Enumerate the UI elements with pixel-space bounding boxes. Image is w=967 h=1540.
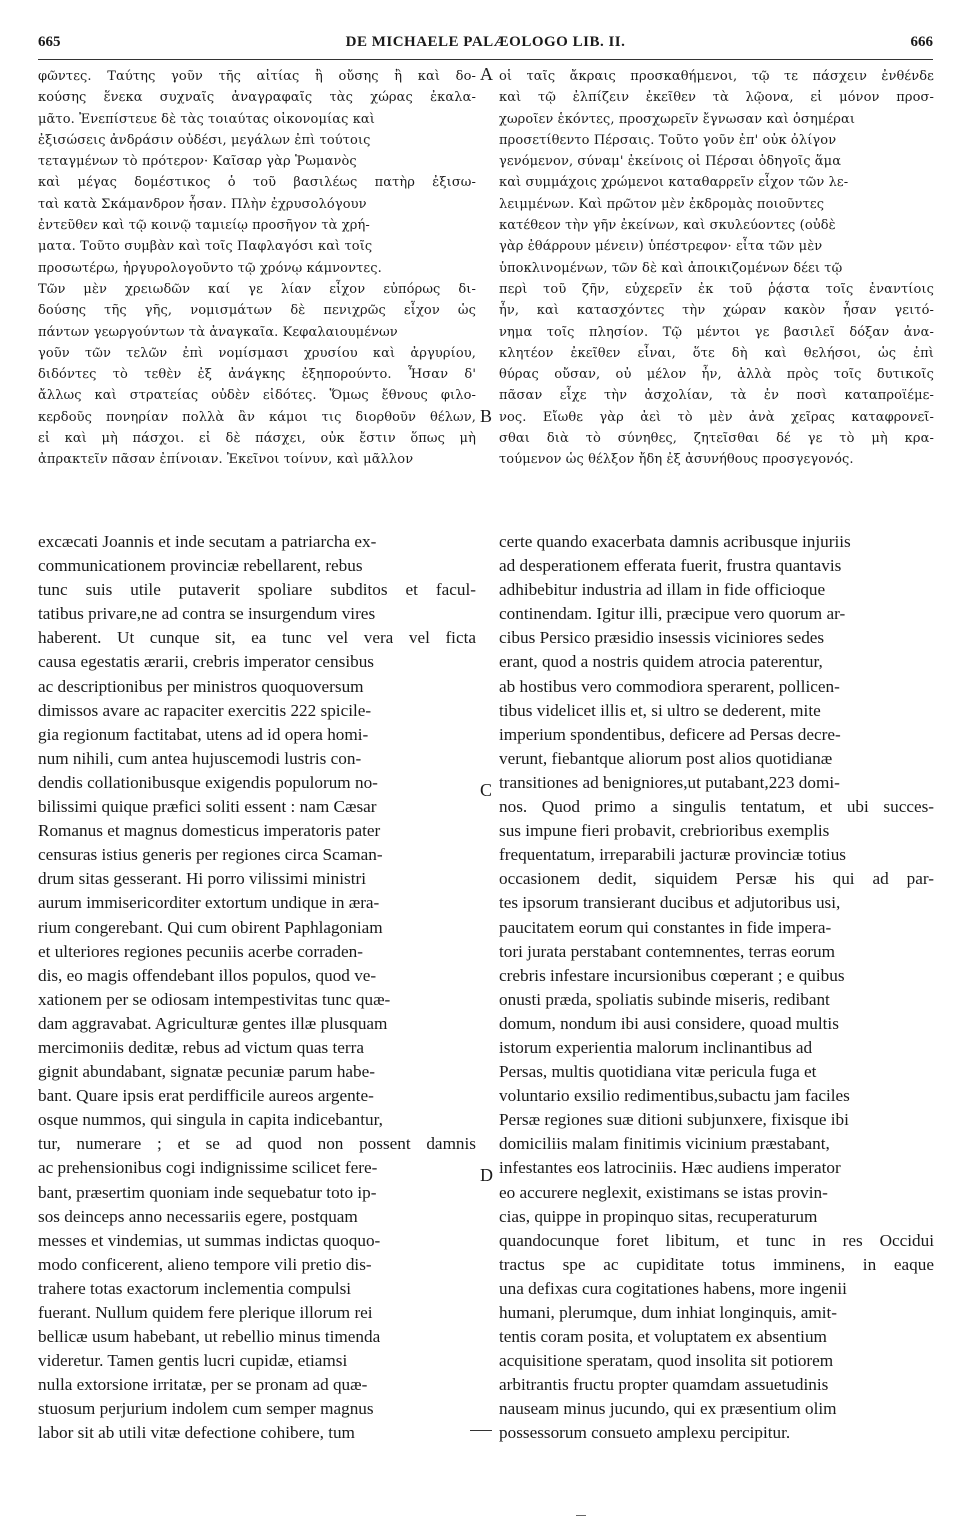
text-line: νος. Εἴωθε γὰρ ἀεὶ τὸ μὲν ἀνὰ χεῖρας καταφρονεῖ- xyxy=(499,409,934,425)
text-line: xationem per se odiosam intempestivitas tunc quæ- xyxy=(38,989,391,1009)
text-line: domum, nondum ibi ausi considere, quoad multis xyxy=(499,1013,839,1033)
margin-marker-a: A xyxy=(480,64,493,84)
text-line: χωροῖεν ἑκόντες, προσχωρεῖν ἔγνωσαν καὶ ὁσημέραι xyxy=(499,111,856,127)
footer-mark xyxy=(576,1515,586,1516)
text-line: οἱ ταῖς ἄκραις προσκαθήμενοι, τῷ τε πάσχειν ἐνθένδε xyxy=(499,69,934,84)
text-line: tractus spe ac cupiditate totus imminens, in eaque xyxy=(499,1254,934,1274)
text-line: ματα. Τοῦτο συμβὰν καὶ τοῖς Παφλαγόσι καὶ τοῖς xyxy=(38,239,373,255)
text-line: labor sit ab utili vitæ defectione cohibere, tum xyxy=(38,1423,355,1443)
text-line: gignit abundabant, signatæ pecuniæ parum habe- xyxy=(38,1062,375,1082)
text-line: cibus Persico præsidio insessis viciniores sedes xyxy=(499,628,825,648)
text-line: τεταγμένων τὸ πρότερον· Καῖσαρ γὰρ Ῥωμανὸς xyxy=(38,154,357,170)
text-line: certe quando exacerbata damnis acribusque injuriis xyxy=(499,532,851,551)
latin-column-right xyxy=(499,530,934,1446)
text-line: cias, quippe in propinquo sitas, recuperaturum xyxy=(499,1206,818,1226)
text-line: ab hostibus vero commodiora sperarent, pollicen- xyxy=(499,676,840,696)
text-line: κατέθεον τὴν γῆν ἐκείνων, καὶ σκυλεύοντες (οὐδὲ xyxy=(499,218,836,234)
text-line: bellicæ usum habebant, ut rebellio minus timenda xyxy=(38,1327,381,1347)
text-line: acquisitione speratam, quod insolita sit potiorem xyxy=(499,1351,834,1371)
text-line: θύρας οὔσαν, οὐ μέλον ἦν, ἀλλὰ πρὸς τοῖς δυτικοῖς xyxy=(499,367,934,383)
text-line: nauseam minus jucundo, qui ex præsentium olim xyxy=(499,1399,837,1419)
latin-column-left xyxy=(38,530,476,1446)
greek-column-right xyxy=(499,66,934,471)
text-line: κλητέον ἐκεῖθεν εἶναι, ὅτε δὴ καὶ θελήσοι, ὡς ἐπὶ xyxy=(499,345,934,361)
text-line: φῶντες. Ταύτης γοῦν τῆς αἰτίας ἢ οὔσης ἢ καὶ δο- xyxy=(38,69,476,84)
text-line: istorum experientia malorum inclinantibus ad xyxy=(499,1037,813,1057)
text-line: ἀπρακτεῖν πᾶσαν ἐπίνοιαν. Ἐκεῖνοι τοίνυν, καὶ μᾶλλον xyxy=(38,452,414,468)
text-line: dis, eo magis offendebant illos populos, quod ve- xyxy=(38,965,377,985)
text-line: bant. Quare ipsis erat perdifficile aureos argente- xyxy=(38,1086,374,1106)
text-line: infestantes eos latrociniis. Hæc audiens imperator xyxy=(499,1158,841,1178)
text-line: transitiones ad benigniores,ut putabant,223 domi- xyxy=(499,772,840,792)
text-line: Persæ regiones suæ ditioni subjunxere, fixisque ibi xyxy=(499,1110,849,1130)
text-line: excæcati Joannis et inde secutam a patriarcha ex- xyxy=(38,532,377,551)
margin-marker-d: D xyxy=(480,1165,493,1185)
text-line: γοῦν τῶν τελῶν ἐπὶ νομίσμασι χρυσίου καὶ ἀργυρίου, xyxy=(38,345,476,361)
text-line: continendam. Igitur illi, præcipue vero quorum ar- xyxy=(499,604,846,624)
text-line: bant, præsertim quoniam inde sequebatur toto ip- xyxy=(38,1182,377,1202)
text-line: tori jurata perstabant contemnentes, terras eorum xyxy=(499,941,835,961)
text-line: καὶ τῷ ἐλπίζειν ἐκεῖθεν τὰ λῷονα, εἰ μόνον προσ- xyxy=(499,90,934,106)
text-line: λειμμένων. Καὶ πρῶτον μὲν ἐκδρομὰς ποιοῦντες xyxy=(499,196,825,212)
text-line: stuosum perjurium indolem cum semper magnus xyxy=(38,1399,374,1419)
text-line: osque nummos, qui singula in capita indicebantur, xyxy=(38,1110,383,1130)
text-line: τούμενον ὡς θέλξον ἤδη ἐξ ἀσυνήθους προσγεγονός. xyxy=(499,452,854,468)
text-line: μᾶτο. Ἐνεπίστευε δὲ τὰς τοιαύτας οἰκονομίας καὶ xyxy=(38,111,375,127)
text-line: bilissimi quique præfici soliti essent : nam Cæsar xyxy=(38,797,377,817)
text-line: messes et vindemias, ut summas indictas quoquo- xyxy=(38,1230,381,1250)
text-line: πάντων γεωργούντων τὰ ἀναγκαῖα. Κεφαλαιουμένων xyxy=(38,324,398,340)
text-line: γενόμενον, σύναμ' ἐκείνοις οἱ Πέρσαι ὁδηγοῖς ἅμα xyxy=(499,154,842,170)
text-line: quandocunque foret libitum, et tunc in res Occidui xyxy=(499,1230,934,1250)
text-line: ἦν, καὶ κατασχόντες τὴν χώραν κακὸν ἦσαν γειτό- xyxy=(499,303,934,319)
text-line: voluntario exsilio redimentibus,subactu jam faciles xyxy=(499,1086,850,1106)
text-line: dam aggravabat. Agriculturæ gentes illæ plusquam xyxy=(38,1013,388,1033)
text-line: drum sitas gesserant. Hi porro vilissimi ministri xyxy=(38,869,366,889)
text-line: frequentatum, irreparabili jacturæ provinciæ totius xyxy=(499,845,846,865)
text-line: ac prehensionibus cogi indignissime scilicet fere- xyxy=(38,1158,378,1178)
text-line: ἐξισώσεις ἀνδράσιν οὐδέσι, μεγάλων ἐπὶ τούτοις xyxy=(38,132,371,148)
text-line: κούσης ἕνεκα συχναῖς ἀναγραφαῖς τὰς χώρας ἐκαλα- xyxy=(38,90,476,106)
text-line: humani, plerumque, dum inhiat longinquis, amit- xyxy=(499,1303,837,1322)
text-line: πᾶσαν εἶχε τὴν ἀσχολίαν, τὰ ἐν ποσὶ καταπροϊέμε- xyxy=(499,388,934,404)
text-line: mercimoniis deditæ, rebus ad victum quas terra xyxy=(38,1037,365,1057)
text-line: ὑποκλινομένων, τῶν δὲ καὶ ἀποικιζομένων δέει τῷ xyxy=(499,260,843,276)
text-line: ταὶ κατὰ Σκάμανδρον ἦσαν. Πλὴν ἐχρυσολόγουν xyxy=(38,196,367,212)
text-line: tentis coram posita, et voluptatem ex absentium xyxy=(499,1327,827,1347)
text-line: Romanus et magnus domesticus imperatoris pater xyxy=(38,821,381,841)
text-line: δούσης τῆς γῆς, νομισμάτων δὲ πενιχρῶς εἶχον ὡς xyxy=(38,303,476,319)
text-line: ad desperationem efferata fuerit, frustra quantavis xyxy=(499,556,842,576)
text-line: dimissos avare ac rapaciter exercitis 222 spicile- xyxy=(38,700,372,720)
text-line: προσετίθεντο Πέρσαις. Τοῦτο γοῦν ἐπ' οὐκ ὀλίγον xyxy=(499,132,837,148)
text-line: nulla extorsione irritatæ, per se pronam ad quæ- xyxy=(38,1375,368,1395)
text-line: censuras istius generis per regiones circa Scaman- xyxy=(38,845,383,865)
text-line: σθαι διὰ τὸ σύνηθες, ζητεῖσθαι δέ γε τὸ μὴ κρα- xyxy=(499,431,934,447)
text-line: onusti præda, spoliatis subinde miseris, redibant xyxy=(499,989,830,1009)
text-line: modo conficerent, alieno tempore vili pretio dis- xyxy=(38,1254,372,1274)
text-line: trahere totas exactorum inclementia compulsi xyxy=(38,1278,352,1298)
text-line: ac descriptionibus per ministros quoquoversum xyxy=(38,676,364,696)
text-line: νημα τοῖς πλησίον. Τῷ μέντοι γε βασιλεῖ δόξαν ἀνα- xyxy=(499,324,934,340)
page-number-left: 665 xyxy=(38,34,61,50)
text-line: gia regionum factitabat, utens ad id opera homi- xyxy=(38,724,369,744)
text-line: eo accurere neglexit, existimans se istas provin- xyxy=(499,1182,828,1202)
text-line: paucitatem eorum qui constantes in fide impera- xyxy=(499,917,832,937)
text-line: sus impune fieri probavit, crebrioribus exemplis xyxy=(499,821,830,841)
text-line: ἄλλως καὶ στρατείας οὐδὲν εἰδότες. Ὅμως ἔθνους φιλο- xyxy=(38,388,476,404)
text-line: crebris infestare incursionibus cœperant ; e quibus xyxy=(499,965,845,985)
text-line: una defixas cura cogitationes habens, more ingenii xyxy=(499,1278,847,1298)
text-line: tur, numerare ; et se ad quod non possent damnis xyxy=(38,1134,476,1154)
text-line: προσωτέρω, ἠργυρολογοῦντο τῷ χρόνῳ κάμνοντες. xyxy=(38,260,382,276)
header-rule xyxy=(38,59,933,60)
text-line: rium congerebant. Qui cum obirent Paphlagoniam xyxy=(38,917,383,937)
text-line: γὰρ ἐθάρρουν μένειν) ὑπέστρεφον· εἶτα τῶν μὲν xyxy=(499,239,823,255)
margin-marker-b: B xyxy=(480,406,493,426)
running-header xyxy=(38,34,933,58)
text-line: arbitrantis fructu propter quamdam assuetudinis xyxy=(499,1375,829,1395)
text-line: et ulteriores regiones pecuniis acerbe corraden- xyxy=(38,941,363,961)
text-line: καὶ μέγας δομέστικος ὁ τοῦ βασιλέως πατὴρ ἐξισω- xyxy=(38,175,476,191)
text-line: imperium spondentibus, deficere ad Persas decre- xyxy=(499,724,841,744)
text-line: haberent. Ut cunque sit, ea tunc vel vera vel ficta xyxy=(38,628,476,648)
page-number-right: 666 xyxy=(910,34,933,50)
text-line: nos. Quod primo a singulis tentatum, et ubi succes- xyxy=(499,797,934,817)
text-line: causa egestatis ærarii, crebris imperator censibus xyxy=(38,652,374,672)
margin-marker-c: C xyxy=(480,780,493,800)
greek-column-left xyxy=(38,66,476,471)
text-line: sos deinceps anno necessariis egere, postquam xyxy=(38,1206,358,1226)
text-line: possessorum consueto amplexu percipitur. xyxy=(499,1423,791,1443)
text-line: διδόντες τὸ τεθὲν ἐξ ἀνάγκης ἐξηπορούντο. Ἦσαν δ' xyxy=(38,367,476,383)
text-line: Persas, multis quotidiana vitæ pericula fuga et xyxy=(499,1062,817,1082)
running-title: DE MICHAELE PALÆOLOGO LIB. II. xyxy=(345,34,626,50)
text-line: verunt, fiebantque aliorum post alios quotidianæ xyxy=(499,748,833,768)
text-line: adhibebitur industria ad illam in fide officioque xyxy=(499,580,826,600)
text-line: communicationem provinciæ rebellarent, rebus xyxy=(38,556,363,576)
text-line: fuerant. Nullum quidem fere plerique illorum rei xyxy=(38,1303,373,1322)
text-line: erant, quod a nostris quidem atrocia paterentur, xyxy=(499,652,823,672)
text-line: Τῶν μὲν χρειωδῶν καί γε λίαν εἶχον εὐπόρως δι- xyxy=(38,281,476,297)
text-line: tunc suis utile putaverit spoliare subditos et facul- xyxy=(38,580,476,600)
text-line: aurum immisericorditer extortum undique in æra- xyxy=(38,893,380,913)
text-line: occasionem dedit, siquidem Persæ his qui ad par- xyxy=(499,869,934,889)
text-line: tibus videlicet illis et, si ultro se dederent, mite xyxy=(499,700,821,720)
text-line: περὶ τοῦ ζῆν, εὐχερεῖν ἐκ τοῦ ῥᾴστα τοῖς ἐναντίοις xyxy=(499,281,934,297)
text-line: εἰ καὶ μὴ πάσχοι. εἰ δὲ πάσχει, οὐκ ἔστιν ὅπως μὴ xyxy=(38,431,476,447)
text-line: tatibus privare,ne ad contra se insurgendum vires xyxy=(38,604,376,624)
text-line: tes ipsorum transierant ducibus et adjutoribus usi, xyxy=(499,893,841,913)
text-line: κερδοῦς πονηρίαν πολλὰ ἂν κάμοι τις διορθοῦν θέλων, xyxy=(38,409,476,425)
footer-dash xyxy=(470,1430,492,1431)
text-line: domiciliis malam finitimis vicinium præstabant, xyxy=(499,1134,830,1154)
text-line: ἐντεῦθεν καὶ τῷ κοινῷ ταμιείῳ προσῆγον τὰ χρή- xyxy=(38,218,370,234)
text-line: num nihili, cum antea hujuscemodi lustris con- xyxy=(38,748,362,768)
text-line: καὶ συμμάχοις χρώμενοι καταθαρρεῖν εἶχον τῶν λε- xyxy=(499,175,849,191)
text-line: videretur. Tamen gentis lucri cupidæ, etiamsi xyxy=(38,1351,348,1371)
text-line: dendis collationibusque exigendis populorum no- xyxy=(38,772,378,792)
